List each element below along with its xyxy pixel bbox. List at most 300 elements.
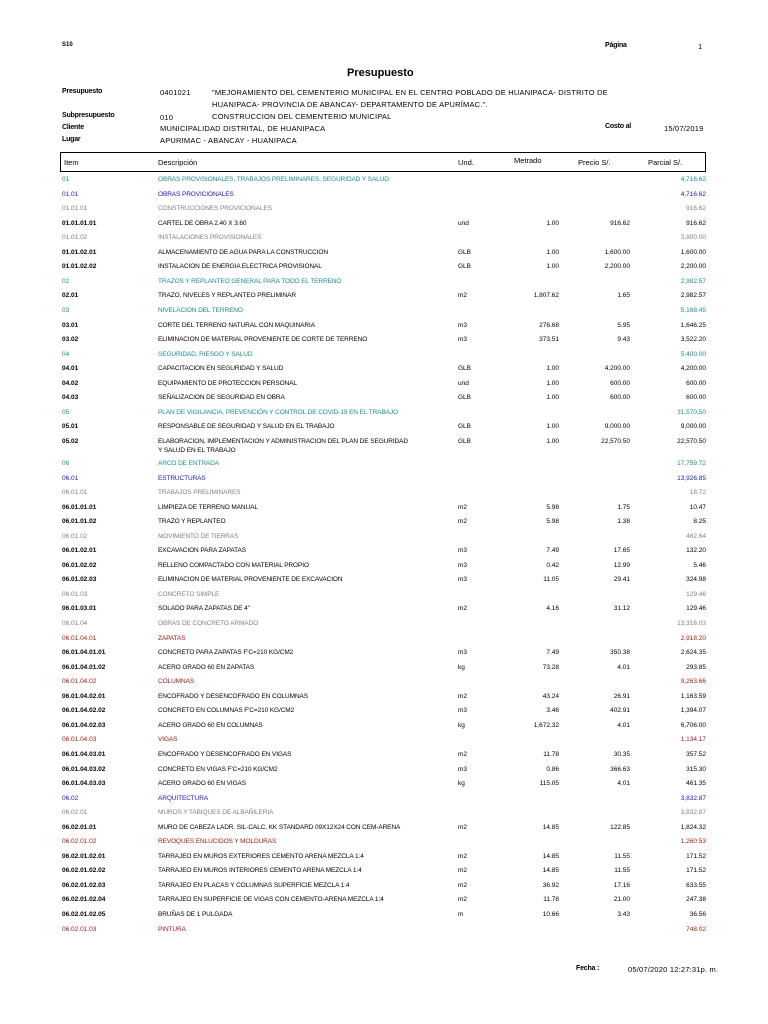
row-description: TRAZO, NIVELES Y REPLANTEO PRELIMINAR (158, 292, 297, 300)
row-parcial: 129.46 (686, 590, 706, 598)
row-item-code: 06.01.01 (62, 489, 88, 497)
row-metrado: 43.24 (542, 692, 559, 700)
row-unit: m3 (458, 321, 468, 329)
row-item-code: 06.01.03.01 (62, 605, 97, 613)
row-metrado: 1.00 (546, 263, 559, 271)
row-description: TRABAJOS PRELIMINARES (158, 489, 241, 497)
row-parcial: 600.00 (686, 394, 706, 402)
row-description: TARRAJEO EN MUROS INTERIORES CEMENTO ARENA MEZCLA 1:4 (158, 867, 362, 875)
row-unit: m2 (458, 292, 468, 300)
table-row (0, 896, 768, 910)
page-number: 1 (698, 42, 703, 51)
row-description: MUROS Y TABIQUES DE ALBAÑILERIA (158, 809, 274, 817)
row-description: NIVELACION DEL TERRENO (158, 306, 243, 314)
row-precio: 12.99 (613, 561, 630, 569)
table-row (0, 707, 768, 721)
table-row (0, 438, 768, 462)
row-unit: m2 (458, 852, 468, 860)
row-precio: 1.75 (617, 503, 630, 511)
lugar-value: APURIMAC - ABANCAY - HUANIPACA (160, 136, 297, 145)
row-precio: 1.38 (617, 518, 630, 526)
row-description: PLAN DE VIGILANCIA, PREVENCIÓN Y CONTROL DE COVID-19 EN EL TRABAJO (158, 408, 398, 416)
col-descripcion: Descripción (158, 158, 198, 167)
row-precio: 9,000.00 (604, 423, 630, 431)
row-metrado: 1.00 (546, 437, 559, 445)
row-metrado: 14.85 (542, 852, 559, 860)
page-label: Página (605, 42, 627, 49)
row-parcial: 5.46 (693, 561, 706, 569)
row-unit: GLB (458, 437, 472, 445)
row-item-code: 05.01 (62, 423, 79, 431)
row-description: ENCOFRADO Y DESENCOFRADO EN COLUMNAS (158, 692, 309, 700)
row-parcial: 2,982.57 (680, 292, 706, 300)
row-description: ELIMINACION DE MATERIAL PROVENIENTE DE CORTE DE TERRENO (158, 336, 368, 344)
row-item-code: 05 (62, 408, 70, 416)
row-metrado: 0.86 (546, 765, 559, 773)
row-metrado: 373.51 (539, 336, 559, 344)
row-item-code: 04 (62, 350, 70, 358)
row-parcial: 916.62 (686, 219, 706, 227)
row-unit: m3 (458, 547, 468, 555)
row-unit: und (458, 219, 469, 227)
row-description: ACERO GRADO 60 EN VIGAS (158, 780, 247, 788)
row-item-code: 06.02.01.02.05 (62, 911, 106, 918)
row-description: COLUMNAS (158, 678, 195, 686)
row-description: CORTE DEL TERRENO NATURAL CON MAQUINARIA (158, 321, 315, 329)
row-unit: m3 (458, 576, 468, 584)
row-item-code: 06.01.01.01 (62, 503, 97, 511)
row-parcial: 13,316.03 (677, 620, 706, 627)
row-precio: 402.91 (610, 707, 630, 715)
row-parcial: 13,926.85 (677, 474, 706, 482)
row-item-code: 06.01.02 (62, 532, 88, 540)
row-metrado: 7.49 (546, 547, 559, 555)
presupuesto-desc-line2: HUANIPACA- PROVINCIA DE ABANCAY- DEPARTAMENTO DE APURÍMAC.". (212, 100, 488, 109)
row-description: SOLADO PARA ZAPATAS DE 4" (158, 605, 250, 613)
row-metrado: 5.98 (546, 503, 559, 511)
row-unit: m3 (458, 336, 468, 344)
row-item-code: 01.01.01.01 (62, 219, 97, 227)
row-metrado: 5.98 (546, 518, 559, 526)
row-item-code: 06.01.04.02.01 (62, 692, 106, 700)
subpresupuesto-desc: CONSTRUCCION DEL CEMENTERIO MUNICIPAL (212, 112, 392, 121)
row-unit: GLB (458, 423, 472, 431)
table-row (0, 751, 768, 765)
table-row (0, 780, 768, 794)
row-description: TARRAJEO EN MUROS EXTERIORES CEMENTO ARENA MEZCLA 1:4 (158, 852, 364, 860)
row-metrado: 3.46 (546, 707, 559, 715)
row-item-code: 04.03 (62, 394, 79, 402)
row-item-code: 06.02.01.02.01 (62, 852, 106, 860)
row-item-code: 02 (62, 277, 70, 285)
row-metrado: 7.49 (546, 649, 559, 657)
table-row (0, 278, 768, 292)
row-parcial: 17,759.72 (677, 459, 706, 467)
row-item-code: 01.01.01 (62, 205, 88, 213)
table-row (0, 234, 768, 248)
row-parcial: 1,394.07 (680, 707, 706, 715)
table-row (0, 249, 768, 263)
row-unit: m2 (458, 750, 468, 758)
row-precio: 29.41 (613, 576, 630, 584)
col-parcial: Parcial S/. (648, 158, 683, 167)
row-precio: 916.62 (610, 219, 630, 227)
row-parcial: 293.85 (686, 663, 706, 671)
lugar-label: Lugar (62, 136, 81, 143)
row-unit: kg (458, 780, 465, 788)
table-row (0, 824, 768, 838)
table-row (0, 678, 768, 692)
row-description: ELIMINACION DE MATERIAL PROVENIENTE DE EXCAVACION (158, 576, 343, 584)
row-description: ZAPATAS (158, 634, 186, 642)
fecha-label: Fecha : (576, 965, 600, 972)
col-metrado: Metrado (514, 156, 542, 165)
row-item-code: 06.01 (62, 474, 79, 482)
row-item-code: 06.02.01.03 (62, 925, 97, 933)
row-description: ELABORACION, IMPLEMENTACION Y ADMINISTRACION DEL PLAN DE SEGURIDAD (158, 437, 408, 445)
table-row (0, 547, 768, 561)
row-description: CONSTRUCCIONES PROVICIONALES (158, 205, 272, 213)
row-description: TARRAJEO EN PLACAS Y COLUMNAS SUPERFICIE MEZCLA 1:4 (158, 881, 350, 889)
row-description: EXCAVACION PARA ZAPATAS (158, 547, 246, 555)
row-parcial: 3,800.00 (680, 234, 706, 242)
row-unit: und (458, 379, 469, 387)
row-item-code: 06 (62, 459, 70, 467)
table-row (0, 562, 768, 576)
row-description: PINTURA (158, 925, 186, 933)
table-row (0, 591, 768, 605)
row-parcial: 3,832.87 (680, 794, 706, 802)
table-row (0, 722, 768, 736)
row-precio: 11.55 (614, 867, 630, 875)
row-description: MOVIMIENTO DE TIERRAS (158, 532, 239, 540)
row-precio: 600.00 (610, 379, 630, 387)
row-item-code: 06.01.04.02.03 (62, 721, 106, 729)
row-description: BRUÑAS DE 1 PULGADA (158, 911, 233, 918)
row-metrado: 0.42 (546, 561, 559, 569)
row-item-code: 01.01.02.01 (62, 248, 97, 256)
row-parcial: 461.35 (686, 780, 706, 788)
row-parcial: 2,918.20 (680, 634, 706, 642)
row-precio: 22,570.50 (601, 437, 630, 445)
row-parcial: 36.56 (689, 911, 706, 918)
row-metrado: 10.66 (542, 911, 559, 918)
row-description: INSTALACIONES PROVISIONALES (158, 234, 262, 242)
row-description: ENCOFRADO Y DESENCOFRADO EN VIGAS (158, 750, 292, 758)
row-description: CONCRETO EN COLUMNAS F'C=210 KG/CM2 (158, 707, 295, 715)
row-metrado: 1,672.32 (533, 721, 559, 729)
row-item-code: 04.02 (62, 379, 79, 387)
row-parcial: 10.47 (689, 503, 706, 511)
table-row (0, 635, 768, 649)
row-metrado: 276.68 (539, 321, 559, 329)
row-metrado: 1,807.62 (533, 292, 559, 300)
row-metrado: 1.00 (546, 248, 559, 256)
row-parcial: 2,982.57 (680, 277, 706, 285)
row-item-code: 06.01.02.03 (62, 576, 97, 584)
row-parcial: 2,200.00 (680, 263, 706, 271)
row-item-code: 03.01 (62, 321, 79, 329)
table-row (0, 475, 768, 489)
row-unit: m3 (458, 707, 468, 715)
row-description: CONCRETO PARA ZAPATAS F'C=210 KG/CM2 (158, 649, 294, 657)
table-row (0, 518, 768, 532)
row-description: ESTRUCTURAS (158, 474, 206, 482)
row-parcial: 3,832.87 (680, 809, 706, 817)
row-precio: 30.35 (613, 750, 630, 758)
row-description: ALMACENAMIENTO DE AGUA PARA LA CONSTRUCCION (158, 248, 328, 256)
row-item-code: 06.02.01.02.02 (62, 867, 106, 875)
row-item-code: 06.01.03 (62, 590, 88, 598)
fecha-value: 05/07/2020 12:27:31p. m. (628, 965, 719, 974)
row-item-code: 06.02.01.02.04 (62, 896, 106, 904)
row-metrado: 4.16 (546, 605, 559, 613)
row-unit: kg (458, 721, 465, 729)
row-item-code: 06.02.01 (62, 809, 88, 817)
row-description: TRAZO Y REPLANTEO (158, 518, 226, 526)
row-unit: m2 (458, 896, 468, 904)
row-parcial: 1,163.59 (680, 692, 706, 700)
presupuesto-label: Presupuesto (62, 88, 103, 95)
table-row (0, 766, 768, 780)
row-description: LIMPIEZA DE TERRENO MANUAL (158, 503, 258, 511)
row-parcial: 132.20 (686, 547, 706, 555)
row-parcial: 6,706.00 (680, 721, 706, 729)
row-precio: 17.16 (613, 881, 630, 889)
row-unit: kg (458, 663, 465, 671)
row-item-code: 05.02 (62, 437, 79, 445)
row-description: RELLENO COMPACTADO CON MATERIAL PROPIO (158, 561, 309, 569)
table-row (0, 191, 768, 205)
table-row (0, 867, 768, 881)
table-row (0, 489, 768, 503)
row-precio: 4.01 (617, 721, 630, 729)
table-row (0, 649, 768, 663)
row-parcial: 129.46 (686, 605, 706, 613)
table-row (0, 795, 768, 809)
row-description: TRAZOS Y REPLANTEO GENERAL PARA TODO EL TERRENO (158, 277, 342, 285)
row-description: EQUIPAMIENTO DE PROTECCION PERSONAL (158, 379, 297, 387)
row-metrado: 1.00 (546, 394, 559, 402)
table-row (0, 365, 768, 379)
row-parcial: 916.62 (686, 205, 706, 213)
row-precio: 2,200.00 (604, 263, 630, 271)
row-description: SEGURIDAD, RIESGO Y SALUD (158, 350, 253, 358)
row-description: RESPONSABLE DE SEGURIDAD Y SALUD EN EL TRABAJO (158, 423, 335, 431)
table-row (0, 322, 768, 336)
row-parcial: 1,646.25 (680, 321, 706, 329)
row-item-code: 06.01.04.01 (62, 634, 97, 642)
row-precio: 122.85 (610, 823, 630, 831)
table-row (0, 926, 768, 940)
row-parcial: 4,716.62 (680, 176, 706, 183)
row-parcial: 748.02 (686, 925, 706, 933)
row-parcial: 357.52 (686, 750, 706, 758)
row-parcial: 1,824.32 (680, 823, 706, 831)
table-row (0, 423, 768, 437)
row-precio: 1,600.00 (604, 248, 630, 256)
row-precio: 26.91 (613, 692, 630, 700)
row-metrado: 1.00 (546, 219, 559, 227)
row-description: VIGAS (158, 736, 178, 744)
row-precio: 600.00 (610, 394, 630, 402)
presupuesto-code: 0401021 (160, 88, 191, 97)
row-precio: 21.00 (613, 896, 630, 904)
row-parcial: 9,263.66 (680, 678, 706, 686)
row-item-code: 06.01.04.01.02 (62, 663, 106, 671)
table-row (0, 176, 768, 190)
row-unit: m2 (458, 503, 468, 511)
row-item-code: 03.02 (62, 336, 79, 344)
row-item-code: 06.02.01.02.03 (62, 881, 106, 889)
row-metrado: 36.92 (542, 881, 559, 889)
row-description: ACERO GRADO 60 EN COLUMNAS (158, 721, 263, 729)
row-precio: 9.43 (617, 336, 630, 344)
row-parcial: 324.98 (686, 576, 706, 584)
row-unit: GLB (458, 365, 472, 373)
cliente-value: MUNICIPALIDAD DISTRITAL, DE HUANIPACA (160, 124, 326, 133)
presupuesto-desc-line1: "MEJORAMIENTO DEL CEMENTERIO MUNICIPAL EN EL CENTRO POBLADO DE HUANIPACA- DISTRITO DE (212, 88, 608, 97)
row-metrado: 11.78 (543, 750, 559, 758)
row-unit: m (458, 911, 464, 918)
row-parcial: 5,400.00 (680, 350, 706, 358)
row-item-code: 01.01.02 (62, 234, 88, 242)
row-metrado: 1.00 (546, 423, 559, 431)
row-item-code: 06.01.04.03.01 (62, 750, 106, 758)
row-item-code: 01.01.02.02 (62, 263, 97, 271)
row-description-continued: Y SALUD EN EL TRABAJO (158, 446, 236, 454)
row-description: CONCRETO SIMPLE (158, 590, 220, 598)
row-metrado: 115.05 (539, 780, 559, 788)
table-row (0, 394, 768, 408)
table-row (0, 736, 768, 750)
row-unit: m2 (458, 605, 468, 613)
row-description: SEÑALIZACION DE SEGURIDAD EN OBRA (158, 394, 285, 402)
row-item-code: 06.02.01.01 (62, 823, 97, 831)
table-row (0, 351, 768, 365)
row-description: MURO DE CABEZA LADR. SIL-CALC. KK STANDARD 09X12X24 CON CEM-ARENA (158, 823, 401, 831)
row-item-code: 06.01.02.01 (62, 547, 97, 555)
row-metrado: 11.05 (543, 576, 559, 584)
row-item-code: 04.01 (62, 365, 79, 373)
subpresupuesto-code: 010 (160, 113, 174, 122)
row-item-code: 06.02.01.02 (62, 838, 97, 846)
row-unit: m2 (458, 692, 468, 700)
table-row (0, 460, 768, 474)
row-description: ACERO GRADO 60 EN ZAPATAS (158, 663, 255, 671)
row-parcial: 1,600.00 (680, 248, 706, 256)
row-precio: 4.01 (617, 663, 630, 671)
s10-label: S10 (62, 42, 73, 48)
col-item: Item (64, 158, 79, 167)
row-parcial: 22,570.50 (677, 437, 706, 445)
row-item-code: 01.01 (62, 190, 79, 198)
table-row (0, 664, 768, 678)
table-row (0, 853, 768, 867)
col-und: Und. (458, 158, 474, 167)
table-row (0, 504, 768, 518)
row-metrado: 73.28 (542, 663, 559, 671)
row-parcial: 171.52 (686, 867, 706, 875)
row-precio: 3.43 (617, 911, 630, 918)
row-description: CONCRETO EN VIGAS F'C=210 KG/CM2 (158, 765, 278, 773)
subpresupuesto-label: Subpresupuesto (62, 112, 115, 119)
row-description: ARQUITECTURA (158, 794, 209, 802)
row-parcial: 315.30 (686, 765, 706, 773)
costo-label: Costo al (605, 123, 632, 130)
row-unit: m2 (458, 823, 468, 831)
row-item-code: 06.02 (62, 794, 79, 802)
row-metrado: 1.00 (546, 379, 559, 387)
row-precio: 11.55 (614, 852, 630, 860)
row-parcial: 600.00 (686, 379, 706, 387)
row-item-code: 03 (62, 306, 70, 314)
row-unit: m3 (458, 561, 468, 569)
row-item-code: 06.01.02.02 (62, 561, 97, 569)
table-row (0, 576, 768, 590)
table-row (0, 809, 768, 823)
row-description: INSTALACION DE ENERGIA ELECTRICA PROVISIONAL (158, 263, 322, 271)
row-parcial: 4,200.00 (680, 365, 706, 373)
costo-value: 15/07/2019 (664, 124, 704, 133)
row-item-code: 06.01.04.03.03 (62, 780, 106, 788)
row-item-code: 06.01.04.03.02 (62, 765, 106, 773)
row-unit: GLB (458, 394, 472, 402)
row-parcial: 4,716.62 (680, 190, 706, 198)
table-row (0, 263, 768, 277)
col-precio: Precio S/. (578, 158, 611, 167)
row-parcial: 247.38 (686, 896, 706, 904)
table-row (0, 409, 768, 423)
row-parcial: 5,168.45 (680, 306, 706, 314)
row-unit: m3 (458, 765, 468, 773)
table-row (0, 533, 768, 547)
table-row (0, 292, 768, 306)
row-parcial: 1,260.53 (680, 838, 706, 846)
row-description: OBRAS PROVICIONALES (158, 190, 234, 198)
table-row (0, 307, 768, 321)
row-parcial: 462.64 (686, 532, 706, 540)
row-parcial: 31,570.50 (677, 408, 706, 416)
row-parcial: 633.55 (686, 881, 706, 889)
row-parcial: 2,624.35 (680, 649, 706, 657)
row-description: CAPACITACION EN SEGURIDAD Y SALUD (158, 365, 284, 373)
row-metrado: 11.78 (543, 896, 559, 904)
row-parcial: 9,000.00 (680, 423, 706, 431)
row-unit: GLB (458, 248, 472, 256)
row-parcial: 1,134.17 (680, 736, 706, 744)
row-item-code: 06.01.04 (62, 620, 88, 627)
row-parcial: 3,522.20 (680, 336, 706, 344)
row-precio: 17.65 (613, 547, 630, 555)
row-item-code: 01 (62, 176, 70, 183)
table-row (0, 693, 768, 707)
row-metrado: 14.85 (542, 867, 559, 875)
row-precio: 366.63 (610, 765, 630, 773)
table-row (0, 838, 768, 852)
row-parcial: 18.72 (689, 489, 706, 497)
row-precio: 31.12 (613, 605, 630, 613)
row-parcial: 171.52 (686, 852, 706, 860)
row-item-code: 06.01.04.02 (62, 678, 97, 686)
row-precio: 4,200.00 (604, 365, 630, 373)
table-row (0, 220, 768, 234)
table-row (0, 605, 768, 619)
row-item-code: 02.01 (62, 292, 79, 300)
table-row (0, 380, 768, 394)
row-description: REVOQUES ENLUCIDOS Y MOLDURAS (158, 838, 277, 846)
row-parcial: 8.25 (693, 518, 706, 526)
